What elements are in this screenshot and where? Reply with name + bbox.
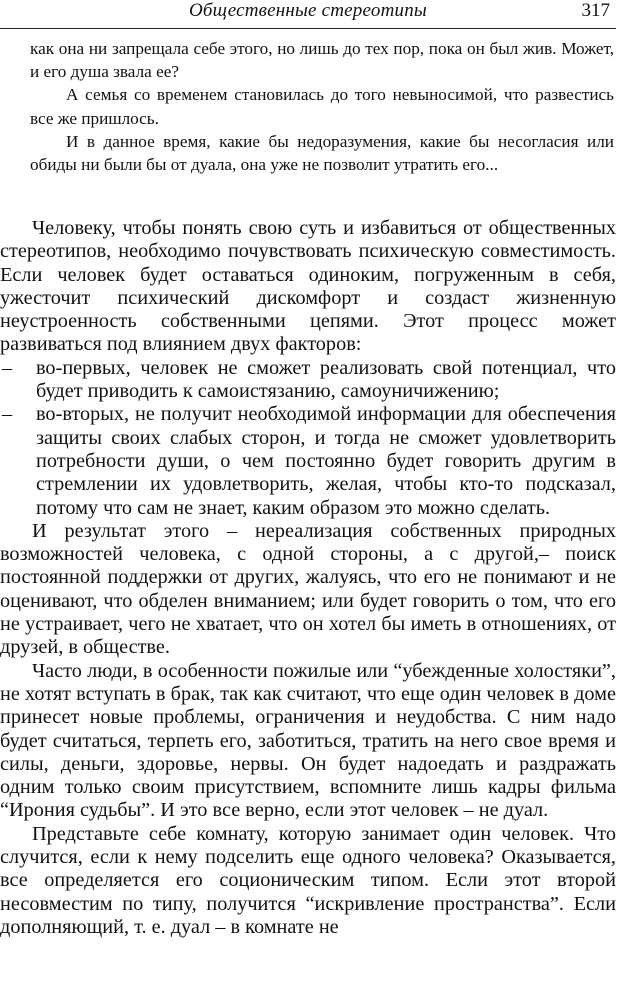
- body-paragraph: Часто люди, в особенности пожилые или “убежденные холостяки”, не хотят вступать в брак, так как считают, что еще один человек в доме принесет новые проблемы, ограничения и неудобства. С ним надо будет считаться, терпеть его, заботиться, тратить на него свое время и силы, деньги, здоровье, нервы. Он будет надоедать и раздражать одним только своим присутствием, вспомните лишь кадры фильма “Ирония судьбы”. И это все верно, если этот человек – не дуал.: [0, 659, 616, 822]
- quote-paragraph: как она ни запрещала себе этого, но лишь до тех пор, пока он был жив. Может, и его душа звала ее?: [30, 39, 614, 82]
- quote-paragraph: И в данное время, какие бы недоразумения, какие бы несогласия или обиды ни были бы от дуала, она уже не позволит утратить его...: [30, 131, 614, 175]
- factor-list: [0, 357, 616, 520]
- list-item-text: во-первых, человек не сможет реализовать свой потенциал, что будет приводить к самоистязанию, самоуничижению;: [36, 356, 616, 403]
- list-item: [0, 357, 616, 404]
- list-item-text: во-вторых, не получит необходимой информации для обеспечения защиты своих слабых сторон, и тогда не сможет удовлетворить потребности души, о чем постоянно будет говорить другим в стремлении их удовлетворить, желая, чтобы кто-то подсказал, потому что сам не знает, каким образом это можно сделать.: [36, 403, 616, 519]
- main-text: [0, 217, 616, 939]
- running-title: Общественные стереотипы: [189, 0, 427, 21]
- quote-paragraph: А семья со временем становилась до того невыносимой, что развестись все же пришлось.: [30, 85, 614, 128]
- body-paragraph: Представьте себе комнату, которую занимает один человек. Что случится, если к нему подселить еще одного человека? Оказывается, все определяется его соционическим типом. Если этот второй несовместим по типу, получится “искривление пространства”. Если дополняющий, т. е. дуал – в комнате не: [0, 822, 616, 938]
- running-head: [0, 0, 616, 29]
- list-dash: –: [2, 356, 13, 379]
- quoted-excerpt: [30, 37, 614, 176]
- page-number: 317: [581, 0, 610, 21]
- list-dash: –: [2, 403, 13, 426]
- list-item: [0, 403, 616, 519]
- body-paragraph: Человеку, чтобы понять свою суть и избавиться от общественных стереотипов, необходимо почувствовать психическую совместимость. Если человек будет оставаться одиноким, погруженным в себя, ужесточит психический дискомфорт и создаст жизненную неустроенность собственными цепями. Этот процесс может развиваться под влиянием двух факторов:: [0, 217, 616, 356]
- body-paragraph: И результат этого – нереализация собственных природных возможностей человека, с одной стороны, а с другой,– поиск постоянной поддержки от других, жалуясь, что его не понимают и не оценивают, что обделен вниманием; или будет говорить о том, что его не устраивает, чего не хватает, что он хотел бы иметь в отношениях, от друзей, в обществе.: [0, 519, 616, 659]
